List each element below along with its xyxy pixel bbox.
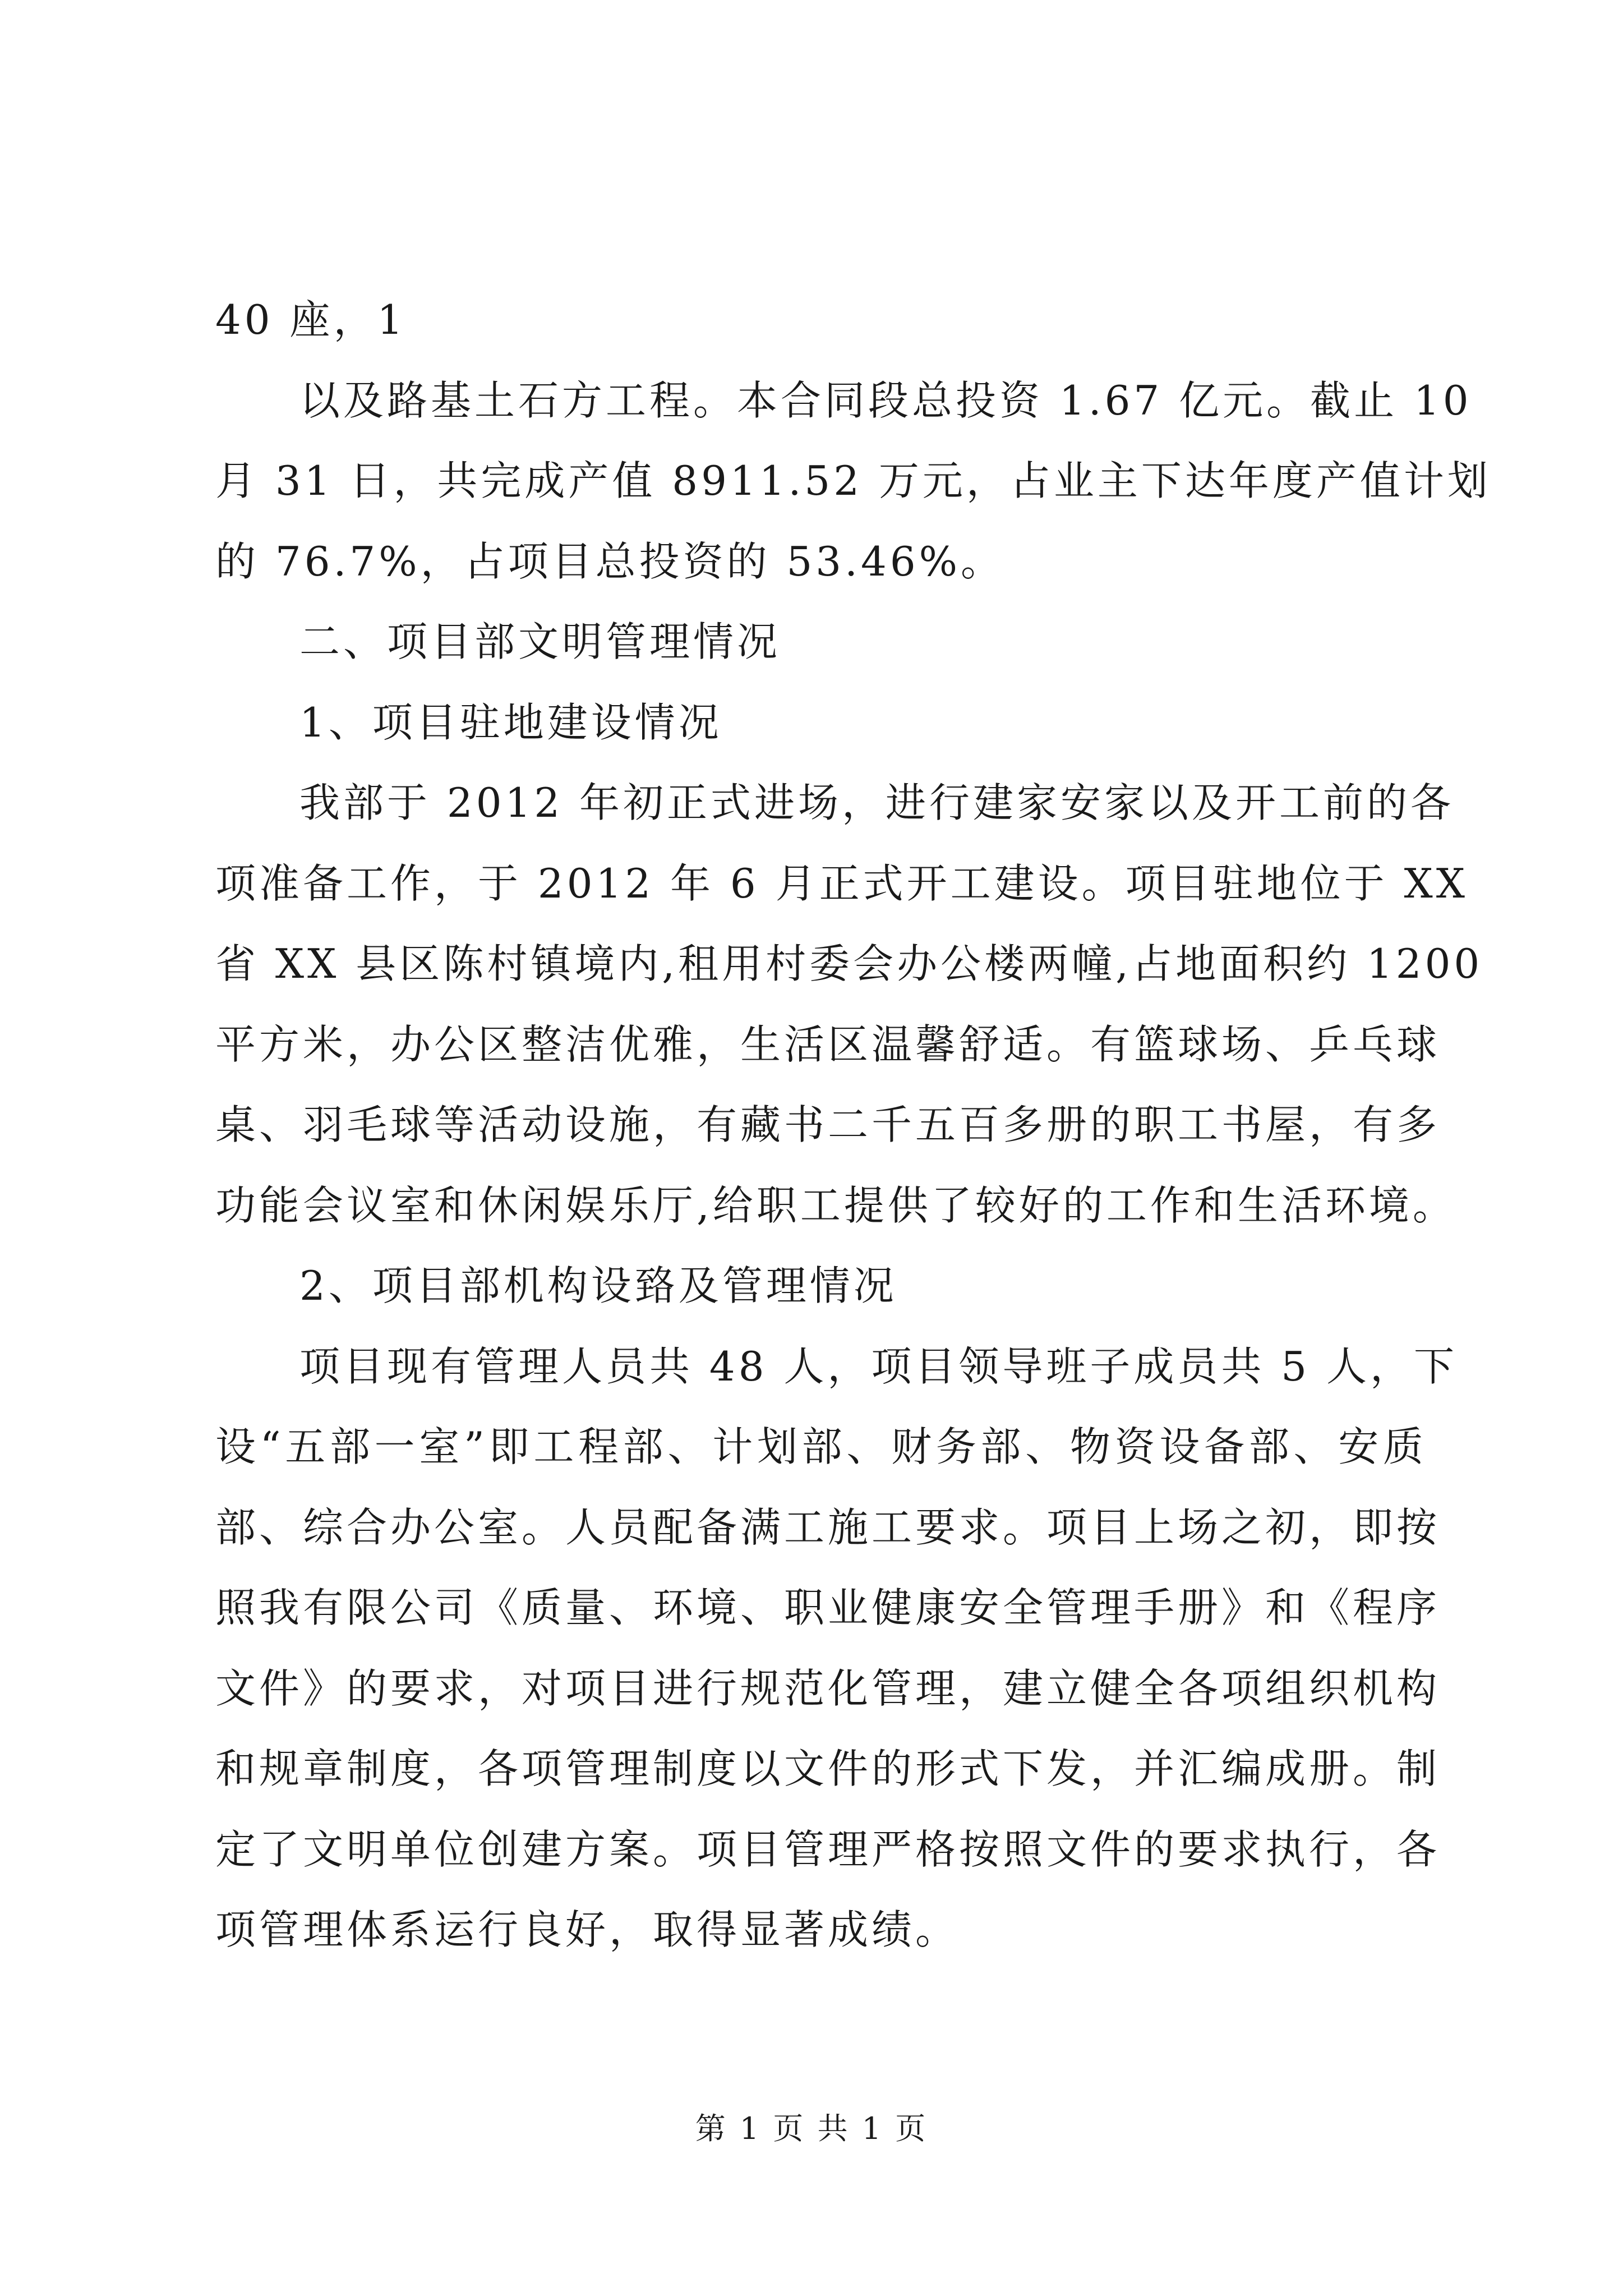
text-line: 桌、羽毛球等活动设施，有藏书二千五百多册的职工书屋，有多	[215, 1101, 1441, 1148]
text-line: 省 XX 县区陈村镇境内,租用村委会办公楼两幢,占地面积约 1200	[215, 940, 1483, 987]
text-line: 的 76.7%，占项目总投资的 53.46%。	[215, 538, 1005, 585]
text-line: 平方米，办公区整洁优雅，生活区温馨舒适。有篮球场、乒乓球	[215, 1021, 1441, 1068]
text-line: 我部于 2012 年初正式进场，进行建家安家以及开工前的各	[299, 779, 1455, 826]
text-line: 项准备工作，于 2012 年 6 月正式开工建设。项目驻地位于 XX	[215, 860, 1468, 907]
subsection-heading: 2、项目部机构设臵及管理情况	[299, 1262, 897, 1309]
text-line: 以及路基土石方工程。本合同段总投资 1.67 亿元。截止 10	[299, 377, 1472, 424]
text-line: 项目现有管理人员共 48 人，项目领导班子成员共 5 人，下	[299, 1343, 1458, 1390]
text-line: 项管理体系运行良好，取得显著成绩。	[215, 1906, 960, 1953]
text-line: 设“五部一室”即工程部、计划部、财务部、物资设备部、安质	[215, 1423, 1427, 1470]
subsection-heading: 1、项目驻地建设情况	[299, 699, 722, 746]
text-line: 40 座，1	[215, 296, 407, 343]
page-number-footer: 第 1 页 共 1 页	[695, 2111, 928, 2146]
text-line: 部、综合办公室。人员配备满工施工要求。项目上场之初，即按	[215, 1504, 1441, 1551]
section-heading: 二、项目部文明管理情况	[299, 618, 781, 665]
text-line: 照我有限公司《质量、环境、职业健康安全管理手册》和《程序	[215, 1584, 1441, 1631]
text-line: 定了文明单位创建方案。项目管理严格按照文件的要求执行，各	[215, 1826, 1441, 1873]
text-line: 月 31 日，共完成产值 8911.52 万元，占业主下达年度产值计划	[215, 457, 1491, 504]
text-line: 和规章制度，各项管理制度以文件的形式下发，并汇编成册。制	[215, 1745, 1441, 1792]
text-line: 文件》的要求，对项目进行规范化管理，建立健全各项组织机构	[215, 1665, 1441, 1712]
text-line: 功能会议室和休闲娱乐厅,给职工提供了较好的工作和生活环境。	[215, 1182, 1456, 1229]
